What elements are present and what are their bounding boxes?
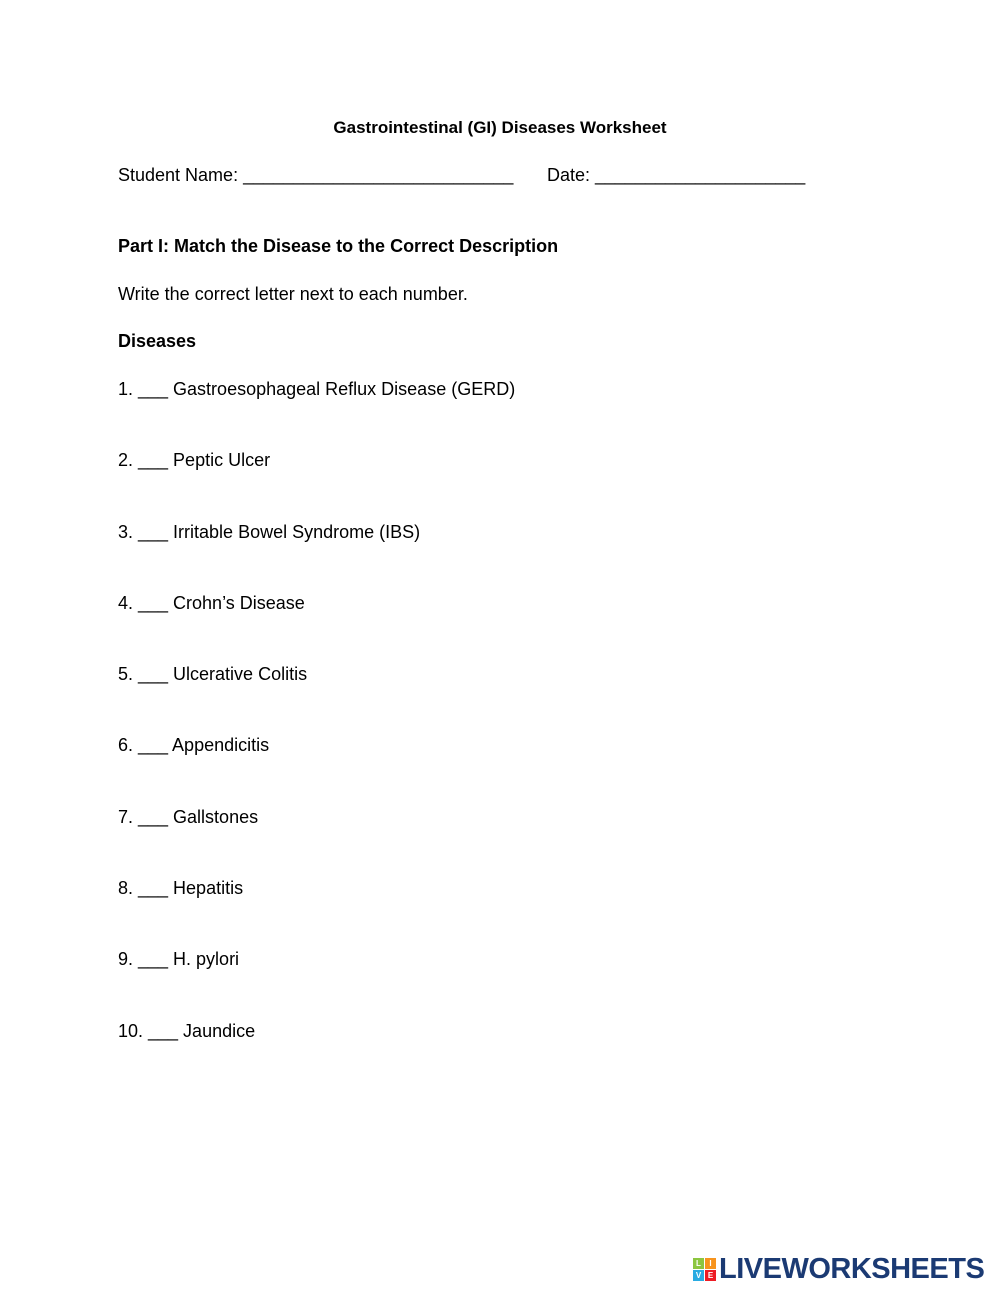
logo-mark-cell: L: [693, 1258, 704, 1269]
liveworksheets-logo-icon: [693, 1258, 716, 1281]
date-field: Date: _____________________: [547, 165, 806, 185]
worksheet-title: Gastrointestinal (GI) Diseases Worksheet: [333, 118, 667, 137]
disease-item-3: 3. ___ Irritable Bowel Syndrome (IBS): [118, 521, 421, 542]
disease-list: [118, 379, 515, 1092]
logo-mark-cell: I: [705, 1258, 716, 1269]
disease-item-9: 9. ___ H. pylori: [118, 949, 240, 970]
instructions-text: Write the correct letter next to each number.: [118, 284, 468, 304]
disease-item-2: 2. ___ Peptic Ulcer: [118, 450, 271, 471]
part1-heading: Part I: Match the Disease to the Correct Description: [118, 236, 559, 256]
logo-mark-cell: E: [705, 1270, 716, 1281]
disease-item-6: 6. ___ Appendicitis: [118, 735, 270, 756]
disease-item-7: 7. ___ Gallstones: [118, 806, 259, 827]
logo-mark-cell: V: [693, 1270, 704, 1281]
disease-item-5: 5. ___ Ulcerative Colitis: [118, 664, 308, 685]
diseases-heading: Diseases: [118, 331, 197, 351]
student-name-field: Student Name: ___________________________: [118, 165, 514, 185]
disease-item-10: 10. ___ Jaundice: [118, 1020, 256, 1041]
disease-item-4: 4. ___ Crohn’s Disease: [118, 592, 305, 613]
disease-item-1: 1. ___ Gastroesophageal Reflux Disease (GERD): [118, 379, 516, 399]
disease-item-8: 8. ___ Hepatitis: [118, 878, 244, 899]
logo-text: LIVEWORKSHEETS: [719, 1252, 985, 1285]
liveworksheets-logo: [693, 1254, 984, 1284]
